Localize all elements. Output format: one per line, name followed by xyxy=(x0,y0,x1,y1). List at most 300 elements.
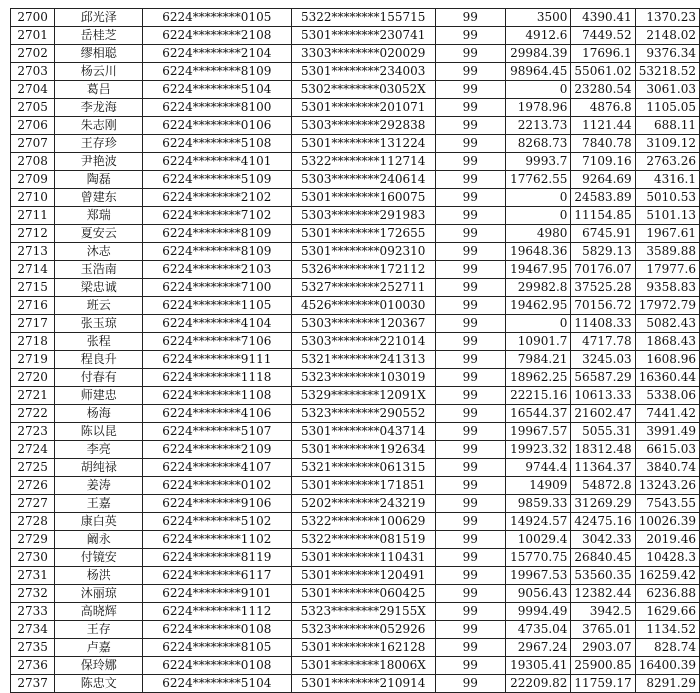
amount-cell: 1978.96 xyxy=(505,99,571,117)
amount-cell: 4735.04 xyxy=(505,621,571,639)
id-number-cell: 5301********060425 xyxy=(291,585,435,603)
subsidy-cell: 5338.06 xyxy=(635,387,699,405)
card-number-cell: 6224********4107 xyxy=(143,459,291,477)
row-number: 2730 xyxy=(11,549,55,567)
days-cell: 99 xyxy=(435,63,505,81)
id-number-cell: 5303********291983 xyxy=(291,207,435,225)
row-number: 2724 xyxy=(11,441,55,459)
name-cell: 付镜安 xyxy=(55,549,143,567)
name-cell: 朱志刚 xyxy=(55,117,143,135)
name-cell: 杨云川 xyxy=(55,63,143,81)
balance-cell: 54872.8 xyxy=(571,477,635,495)
amount-cell: 16544.37 xyxy=(505,405,571,423)
subsidy-cell: 8291.29 xyxy=(635,675,699,693)
name-cell: 高晓辉 xyxy=(55,603,143,621)
table-body xyxy=(11,9,700,693)
row-number: 2726 xyxy=(11,477,55,495)
days-cell: 99 xyxy=(435,639,505,657)
row-number: 2709 xyxy=(11,171,55,189)
days-cell: 99 xyxy=(435,189,505,207)
amount-cell: 9993.7 xyxy=(505,153,571,171)
id-number-cell: 5302********03052X xyxy=(291,81,435,99)
subsidy-cell: 13243.26 xyxy=(635,477,699,495)
card-number-cell: 6224********7106 xyxy=(143,333,291,351)
id-number-cell: 5303********240614 xyxy=(291,171,435,189)
name-cell: 班云 xyxy=(55,297,143,315)
table-row xyxy=(11,477,700,495)
name-cell: 葛吕 xyxy=(55,81,143,99)
id-number-cell: 5301********110431 xyxy=(291,549,435,567)
subsidy-cell: 16400.39 xyxy=(635,657,699,675)
subsidy-cell: 2019.46 xyxy=(635,531,699,549)
days-cell: 99 xyxy=(435,459,505,477)
name-cell: 岳桂芝 xyxy=(55,27,143,45)
amount-cell: 10901.7 xyxy=(505,333,571,351)
row-number: 2734 xyxy=(11,621,55,639)
subsidy-cell: 17972.79 xyxy=(635,297,699,315)
table-row xyxy=(11,405,700,423)
amount-cell: 9744.4 xyxy=(505,459,571,477)
name-cell: 李龙海 xyxy=(55,99,143,117)
subsidy-cell: 2763.26 xyxy=(635,153,699,171)
balance-cell: 3245.03 xyxy=(571,351,635,369)
card-number-cell: 6224********9111 xyxy=(143,351,291,369)
name-cell: 康白英 xyxy=(55,513,143,531)
name-cell: 保玲娜 xyxy=(55,657,143,675)
amount-cell: 0 xyxy=(505,81,571,99)
balance-cell: 5829.13 xyxy=(571,243,635,261)
name-cell: 李亮 xyxy=(55,441,143,459)
id-number-cell: 5301********120491 xyxy=(291,567,435,585)
days-cell: 99 xyxy=(435,351,505,369)
id-number-cell: 5321********241313 xyxy=(291,351,435,369)
days-cell: 99 xyxy=(435,315,505,333)
table-row xyxy=(11,351,700,369)
row-number: 2713 xyxy=(11,243,55,261)
days-cell: 99 xyxy=(435,477,505,495)
balance-cell: 25900.85 xyxy=(571,657,635,675)
name-cell: 梁忠诚 xyxy=(55,279,143,297)
balance-cell: 18312.48 xyxy=(571,441,635,459)
subsidy-cell: 5101.13 xyxy=(635,207,699,225)
id-number-cell: 5323********29155X xyxy=(291,603,435,621)
days-cell: 99 xyxy=(435,423,505,441)
table-row xyxy=(11,297,700,315)
balance-cell: 11364.37 xyxy=(571,459,635,477)
subsidy-cell: 3109.12 xyxy=(635,135,699,153)
card-number-cell: 6224********0108 xyxy=(143,621,291,639)
amount-cell: 29982.8 xyxy=(505,279,571,297)
table-row xyxy=(11,243,700,261)
days-cell: 99 xyxy=(435,81,505,99)
id-number-cell: 5202********243219 xyxy=(291,495,435,513)
balance-cell: 7109.16 xyxy=(571,153,635,171)
name-cell: 杨海 xyxy=(55,405,143,423)
card-number-cell: 6224********5108 xyxy=(143,135,291,153)
row-number: 2710 xyxy=(11,189,55,207)
subsidy-cell: 1967.61 xyxy=(635,225,699,243)
subsidy-cell: 6236.88 xyxy=(635,585,699,603)
card-number-cell: 6224********8105 xyxy=(143,639,291,657)
id-number-cell: 5303********120367 xyxy=(291,315,435,333)
name-cell: 王存珍 xyxy=(55,135,143,153)
subsidy-cell: 1370.23 xyxy=(635,9,699,27)
amount-cell: 2213.73 xyxy=(505,117,571,135)
balance-cell: 2903.07 xyxy=(571,639,635,657)
days-cell: 99 xyxy=(435,675,505,693)
amount-cell: 14909 xyxy=(505,477,571,495)
row-number: 2705 xyxy=(11,99,55,117)
subsidy-cell: 3840.74 xyxy=(635,459,699,477)
name-cell: 邱光泽 xyxy=(55,9,143,27)
card-number-cell: 6224********8100 xyxy=(143,99,291,117)
table-row xyxy=(11,621,700,639)
name-cell: 王存 xyxy=(55,621,143,639)
balance-cell: 7840.78 xyxy=(571,135,635,153)
table-row xyxy=(11,585,700,603)
row-number: 2720 xyxy=(11,369,55,387)
name-cell: 卢嘉 xyxy=(55,639,143,657)
name-cell: 付春有 xyxy=(55,369,143,387)
days-cell: 99 xyxy=(435,495,505,513)
table-row xyxy=(11,135,700,153)
table-row xyxy=(11,567,700,585)
id-number-cell: 5301********131224 xyxy=(291,135,435,153)
table-row xyxy=(11,315,700,333)
id-number-cell: 3303********020029 xyxy=(291,45,435,63)
card-number-cell: 6224********9106 xyxy=(143,495,291,513)
row-number: 2728 xyxy=(11,513,55,531)
amount-cell: 19462.95 xyxy=(505,297,571,315)
card-number-cell: 6224********5109 xyxy=(143,171,291,189)
id-number-cell: 5326********172112 xyxy=(291,261,435,279)
card-number-cell: 6224********6117 xyxy=(143,567,291,585)
table-row xyxy=(11,549,700,567)
subsidy-cell: 3589.88 xyxy=(635,243,699,261)
id-number-cell: 5323********052926 xyxy=(291,621,435,639)
amount-cell: 98964.45 xyxy=(505,63,571,81)
row-number: 2735 xyxy=(11,639,55,657)
subsidy-cell: 10428.3 xyxy=(635,549,699,567)
balance-cell: 9264.69 xyxy=(571,171,635,189)
subsidy-cell: 17977.6 xyxy=(635,261,699,279)
row-number: 2725 xyxy=(11,459,55,477)
days-cell: 99 xyxy=(435,387,505,405)
days-cell: 99 xyxy=(435,225,505,243)
amount-cell: 14924.57 xyxy=(505,513,571,531)
table-row xyxy=(11,99,700,117)
id-number-cell: 5303********221014 xyxy=(291,333,435,351)
days-cell: 99 xyxy=(435,135,505,153)
table-row xyxy=(11,189,700,207)
days-cell: 99 xyxy=(435,603,505,621)
row-number: 2717 xyxy=(11,315,55,333)
days-cell: 99 xyxy=(435,45,505,63)
name-cell: 胡纯禄 xyxy=(55,459,143,477)
balance-cell: 21602.47 xyxy=(571,405,635,423)
amount-cell: 0 xyxy=(505,207,571,225)
amount-cell: 29984.39 xyxy=(505,45,571,63)
table-row xyxy=(11,441,700,459)
table-row xyxy=(11,333,700,351)
balance-cell: 4876.8 xyxy=(571,99,635,117)
table-row xyxy=(11,459,700,477)
name-cell: 夏安云 xyxy=(55,225,143,243)
name-cell: 沐丽琼 xyxy=(55,585,143,603)
name-cell: 缪相聪 xyxy=(55,45,143,63)
balance-cell: 26840.45 xyxy=(571,549,635,567)
row-number: 2723 xyxy=(11,423,55,441)
row-number: 2702 xyxy=(11,45,55,63)
balance-cell: 31269.29 xyxy=(571,495,635,513)
id-number-cell: 5301********171851 xyxy=(291,477,435,495)
balance-cell: 55061.02 xyxy=(571,63,635,81)
name-cell: 杨洪 xyxy=(55,567,143,585)
balance-cell: 53560.35 xyxy=(571,567,635,585)
name-cell: 张玉琼 xyxy=(55,315,143,333)
name-cell: 曾建东 xyxy=(55,189,143,207)
subsidy-cell: 3991.49 xyxy=(635,423,699,441)
id-number-cell: 5301********160075 xyxy=(291,189,435,207)
table-row xyxy=(11,225,700,243)
subsidy-cell: 7543.55 xyxy=(635,495,699,513)
name-cell: 陶磊 xyxy=(55,171,143,189)
id-number-cell: 5303********292838 xyxy=(291,117,435,135)
balance-cell: 24583.89 xyxy=(571,189,635,207)
row-number: 2718 xyxy=(11,333,55,351)
subsidy-cell: 688.11 xyxy=(635,117,699,135)
row-number: 2737 xyxy=(11,675,55,693)
days-cell: 99 xyxy=(435,405,505,423)
card-number-cell: 6224********2102 xyxy=(143,189,291,207)
subsidy-cell: 53218.52 xyxy=(635,63,699,81)
name-cell: 郑瑞 xyxy=(55,207,143,225)
balance-cell: 17696.1 xyxy=(571,45,635,63)
days-cell: 99 xyxy=(435,99,505,117)
subsidy-cell: 5082.43 xyxy=(635,315,699,333)
card-number-cell: 6224********0108 xyxy=(143,657,291,675)
row-number: 2732 xyxy=(11,585,55,603)
row-number: 2719 xyxy=(11,351,55,369)
subsidy-cell: 7441.42 xyxy=(635,405,699,423)
card-number-cell: 6224********4106 xyxy=(143,405,291,423)
card-number-cell: 6224********4101 xyxy=(143,153,291,171)
id-number-cell: 5322********081519 xyxy=(291,531,435,549)
id-number-cell: 5301********162128 xyxy=(291,639,435,657)
days-cell: 99 xyxy=(435,531,505,549)
name-cell: 陈以昆 xyxy=(55,423,143,441)
subsidy-cell: 1105.05 xyxy=(635,99,699,117)
row-number: 2722 xyxy=(11,405,55,423)
balance-cell: 6745.91 xyxy=(571,225,635,243)
days-cell: 99 xyxy=(435,549,505,567)
amount-cell: 19923.32 xyxy=(505,441,571,459)
table-row xyxy=(11,81,700,99)
row-number: 2721 xyxy=(11,387,55,405)
amount-cell: 19967.57 xyxy=(505,423,571,441)
card-number-cell: 6224********0102 xyxy=(143,477,291,495)
balance-cell: 70156.72 xyxy=(571,297,635,315)
card-number-cell: 6224********1118 xyxy=(143,369,291,387)
balance-cell: 37525.28 xyxy=(571,279,635,297)
card-number-cell: 6224********4104 xyxy=(143,315,291,333)
days-cell: 99 xyxy=(435,297,505,315)
name-cell: 阚永 xyxy=(55,531,143,549)
subsidy-cell: 16360.44 xyxy=(635,369,699,387)
amount-cell: 7984.21 xyxy=(505,351,571,369)
balance-cell: 11154.85 xyxy=(571,207,635,225)
table-row xyxy=(11,153,700,171)
amount-cell: 19967.53 xyxy=(505,567,571,585)
row-number: 2704 xyxy=(11,81,55,99)
id-number-cell: 5301********210914 xyxy=(291,675,435,693)
subsidy-cell: 6615.03 xyxy=(635,441,699,459)
name-cell: 王嘉 xyxy=(55,495,143,513)
card-number-cell: 6224********2103 xyxy=(143,261,291,279)
days-cell: 99 xyxy=(435,567,505,585)
id-number-cell: 5321********061315 xyxy=(291,459,435,477)
card-number-cell: 6224********1108 xyxy=(143,387,291,405)
row-number: 2727 xyxy=(11,495,55,513)
amount-cell: 4980 xyxy=(505,225,571,243)
table-row xyxy=(11,639,700,657)
row-number: 2733 xyxy=(11,603,55,621)
row-number: 2714 xyxy=(11,261,55,279)
amount-cell: 0 xyxy=(505,189,571,207)
subsidy-cell: 1134.52 xyxy=(635,621,699,639)
row-number: 2703 xyxy=(11,63,55,81)
table-row xyxy=(11,63,700,81)
card-number-cell: 6224********8119 xyxy=(143,549,291,567)
days-cell: 99 xyxy=(435,657,505,675)
table-row xyxy=(11,369,700,387)
row-number: 2700 xyxy=(11,9,55,27)
balance-cell: 4390.41 xyxy=(571,9,635,27)
days-cell: 99 xyxy=(435,441,505,459)
amount-cell: 10029.4 xyxy=(505,531,571,549)
balance-cell: 11408.33 xyxy=(571,315,635,333)
name-cell: 尹艳波 xyxy=(55,153,143,171)
id-number-cell: 5322********100629 xyxy=(291,513,435,531)
table-row xyxy=(11,261,700,279)
days-cell: 99 xyxy=(435,513,505,531)
table-row xyxy=(11,207,700,225)
balance-cell: 23280.54 xyxy=(571,81,635,99)
card-number-cell: 6224********7100 xyxy=(143,279,291,297)
card-number-cell: 6224********8109 xyxy=(143,225,291,243)
subsidy-cell: 10026.39 xyxy=(635,513,699,531)
amount-cell: 19648.36 xyxy=(505,243,571,261)
table-row xyxy=(11,513,700,531)
id-number-cell: 5301********234003 xyxy=(291,63,435,81)
row-number: 2736 xyxy=(11,657,55,675)
balance-cell: 12382.44 xyxy=(571,585,635,603)
amount-cell: 3500 xyxy=(505,9,571,27)
table-row xyxy=(11,675,700,693)
id-number-cell: 5327********252711 xyxy=(291,279,435,297)
amount-cell: 18962.25 xyxy=(505,369,571,387)
amount-cell: 15770.75 xyxy=(505,549,571,567)
subsidy-cell: 4316.1 xyxy=(635,171,699,189)
amount-cell: 4912.6 xyxy=(505,27,571,45)
card-number-cell: 6224********5102 xyxy=(143,513,291,531)
name-cell: 陈忠文 xyxy=(55,675,143,693)
days-cell: 99 xyxy=(435,117,505,135)
table-row xyxy=(11,657,700,675)
id-number-cell: 5323********103019 xyxy=(291,369,435,387)
card-number-cell: 6224********8109 xyxy=(143,243,291,261)
id-number-cell: 5301********172655 xyxy=(291,225,435,243)
row-number: 2706 xyxy=(11,117,55,135)
name-cell: 张程 xyxy=(55,333,143,351)
card-number-cell: 6224********0105 xyxy=(143,9,291,27)
days-cell: 99 xyxy=(435,279,505,297)
balance-cell: 5055.31 xyxy=(571,423,635,441)
name-cell: 玉浩南 xyxy=(55,261,143,279)
card-number-cell: 6224********5104 xyxy=(143,675,291,693)
card-number-cell: 6224********1105 xyxy=(143,297,291,315)
data-table xyxy=(10,8,700,693)
row-number: 2729 xyxy=(11,531,55,549)
id-number-cell: 5322********112714 xyxy=(291,153,435,171)
id-number-cell: 5329********12091X xyxy=(291,387,435,405)
card-number-cell: 6224********1112 xyxy=(143,603,291,621)
amount-cell: 2967.24 xyxy=(505,639,571,657)
card-number-cell: 6224********5104 xyxy=(143,81,291,99)
card-number-cell: 6224********2108 xyxy=(143,27,291,45)
subsidy-cell: 5010.53 xyxy=(635,189,699,207)
subsidy-cell: 9376.34 xyxy=(635,45,699,63)
amount-cell: 19305.41 xyxy=(505,657,571,675)
subsidy-cell: 2148.02 xyxy=(635,27,699,45)
table-row xyxy=(11,117,700,135)
id-number-cell: 5301********230741 xyxy=(291,27,435,45)
card-number-cell: 6224********2109 xyxy=(143,441,291,459)
balance-cell: 10613.33 xyxy=(571,387,635,405)
table-row xyxy=(11,603,700,621)
id-number-cell: 5301********192634 xyxy=(291,441,435,459)
balance-cell: 56587.29 xyxy=(571,369,635,387)
balance-cell: 70176.07 xyxy=(571,261,635,279)
row-number: 2708 xyxy=(11,153,55,171)
table-row xyxy=(11,423,700,441)
balance-cell: 3042.33 xyxy=(571,531,635,549)
days-cell: 99 xyxy=(435,27,505,45)
name-cell: 姜涛 xyxy=(55,477,143,495)
id-number-cell: 5322********155715 xyxy=(291,9,435,27)
row-number: 2731 xyxy=(11,567,55,585)
id-number-cell: 4526********010030 xyxy=(291,297,435,315)
balance-cell: 3942.5 xyxy=(571,603,635,621)
amount-cell: 8268.73 xyxy=(505,135,571,153)
days-cell: 99 xyxy=(435,9,505,27)
days-cell: 99 xyxy=(435,207,505,225)
table-row xyxy=(11,27,700,45)
amount-cell: 9994.49 xyxy=(505,603,571,621)
card-number-cell: 6224********1102 xyxy=(143,531,291,549)
name-cell: 程良升 xyxy=(55,351,143,369)
days-cell: 99 xyxy=(435,171,505,189)
amount-cell: 22209.82 xyxy=(505,675,571,693)
amount-cell: 9056.43 xyxy=(505,585,571,603)
id-number-cell: 5301********092310 xyxy=(291,243,435,261)
days-cell: 99 xyxy=(435,585,505,603)
table-row xyxy=(11,279,700,297)
subsidy-cell: 828.74 xyxy=(635,639,699,657)
table-row xyxy=(11,495,700,513)
subsidy-cell: 3061.03 xyxy=(635,81,699,99)
name-cell: 师建忠 xyxy=(55,387,143,405)
